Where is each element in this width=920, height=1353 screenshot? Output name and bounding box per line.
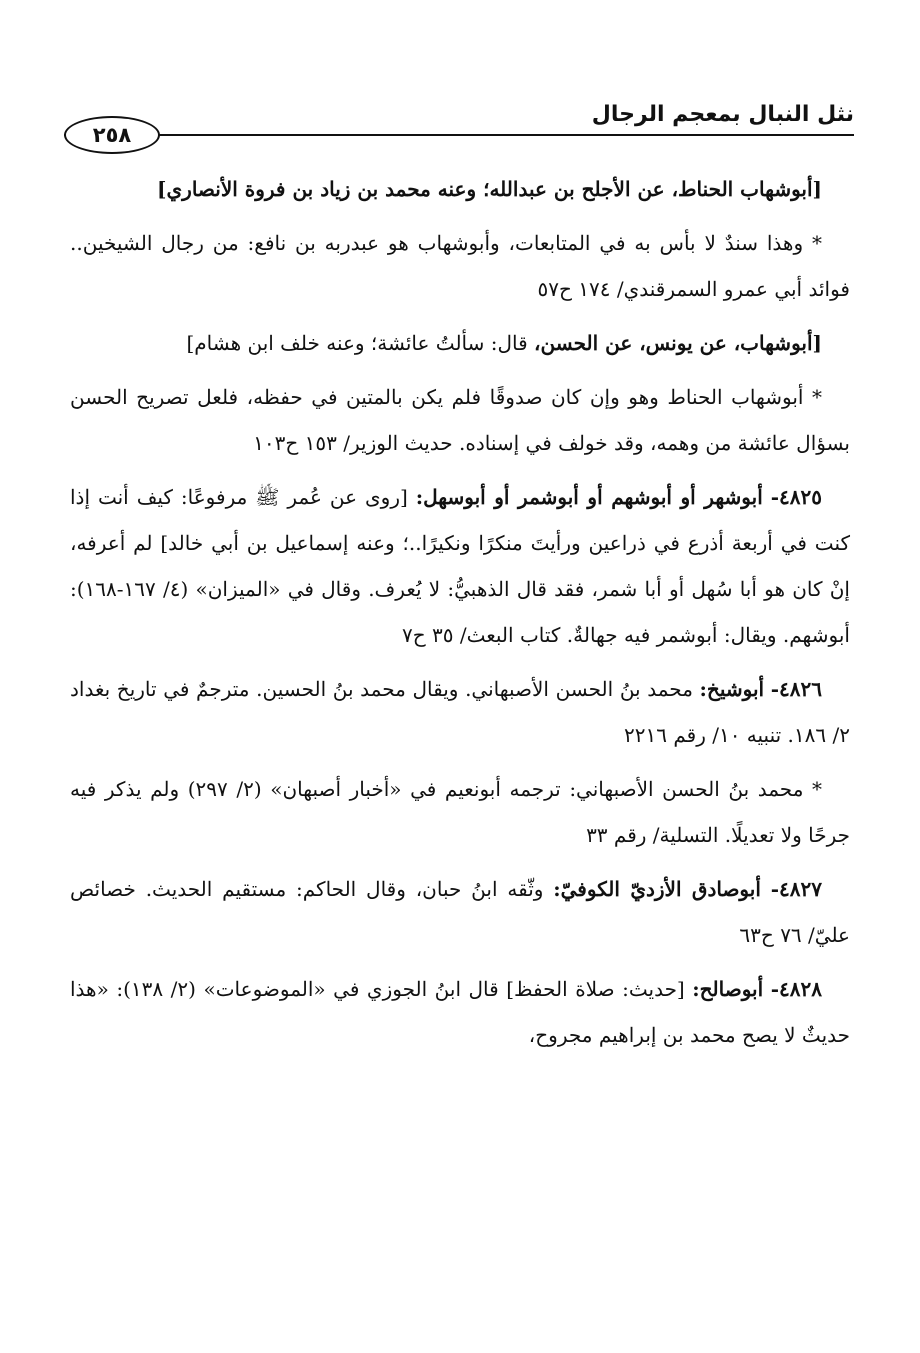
header-rule [64, 134, 854, 136]
running-title: نثل النبال بمعجم الرجال [591, 102, 854, 127]
narrator-chain: [أبوشهاب، عن يونس، عن الحسن، [534, 331, 822, 355]
entry-text: وثّقه ابنُ حبان، وقال الحاكم: مستقيم الحديث. خصائص عليّ/ ٧٦ ح٦٣ [70, 877, 850, 947]
entry-heading: أبوصالح: [692, 977, 764, 1001]
entry-4825 [70, 474, 850, 658]
entry-text: [حديث: صلاة الحفظ] قال ابنُ الجوزي في «الموضوعات» (٢/ ١٣٨): «هذا حديثٌ لا يصح محمد بن إبراهيم مجروح، [70, 977, 850, 1047]
paragraph-text: قال: سألتُ عائشة؛ وعنه خلف ابن هشام] [186, 331, 528, 355]
entry-number: ٤٨٢٦- [770, 677, 822, 701]
paragraph-4 [70, 374, 850, 466]
paragraph-text: * أبوشهاب الحناط وهو وإن كان صدوقًا فلم يكن بالمتين في حفظه، فلعل تصريح الحسن بسؤال عائشة من وهمه، وقد خولف في إسناده. حديث الوزير/ ١٥٣ ح١٠٣ [70, 385, 850, 455]
paragraph-7 [70, 766, 850, 858]
entry-4826 [70, 666, 850, 758]
page-number-badge: ٢٥٨ [64, 116, 160, 154]
entry-number: ٤٨٢٨- [770, 977, 822, 1001]
entry-4827 [70, 866, 850, 958]
entry-text: [روى عن عُمر ﷺ مرفوعًا: كيف أنت إذا كنت في أربعة أذرع في ذراعين ورأيتَ منكرًا ونكيرًا..؛ وعنه إسماعيل بن أبي خالد] لم أعرفه، إنْ كان هو أبا سُهل أو أبا شمر، فقد قال الذهبيُّ: لا يُعرف. وقال في «الميزان» (٤/ ١٦٧-١٦٨): أبوشهم. ويقال: أبوشمر فيه جهالةٌ. كتاب البعث/ ٣٥ ح٧ [70, 485, 850, 647]
entry-text: محمد بنُ الحسن الأصبهاني. ويقال محمد بنُ الحسين. مترجمٌ في تاريخ بغداد ٢/ ١٨٦. تنبيه ١٠/ رقم ٢٢١٦ [70, 677, 850, 747]
narrator-chain: [أبوشهاب الحناط، عن الأجلح بن عبدالله؛ وعنه محمد بن زياد بن فروة الأنصاري] [157, 177, 822, 201]
paragraph-3 [70, 320, 850, 366]
paragraph-text: * محمد بنُ الحسن الأصبهاني: ترجمه أبونعيم في «أخبار أصبهان» (٢/ ٢٩٧) ولم يذكر فيه جرحًا ولا تعديلًا. التسلية/ رقم ٣٣ [70, 777, 850, 847]
paragraph-2 [70, 220, 850, 312]
entry-heading: أبوصادق الأزديّ الكوفيّ: [553, 877, 761, 901]
running-header [64, 96, 854, 147]
entry-number: ٤٨٢٧- [770, 877, 822, 901]
entry-4828 [70, 966, 850, 1058]
paragraph-1 [70, 166, 850, 212]
entry-heading: أبوشيخ: [699, 677, 765, 701]
entry-number: ٤٨٢٥- [770, 485, 823, 509]
body-text [70, 166, 850, 1066]
paragraph-text: * وهذا سندٌ لا بأس به في المتابعات، وأبوشهاب هو عبدربه بن نافع: من رجال الشيخين.. فوائد أبي عمرو السمرقندي/ ١٧٤ ح٥٧ [70, 231, 850, 301]
entry-heading: أبوشهر أو أبوشهم أو أبوشمر أو أبوسهل: [415, 485, 763, 509]
